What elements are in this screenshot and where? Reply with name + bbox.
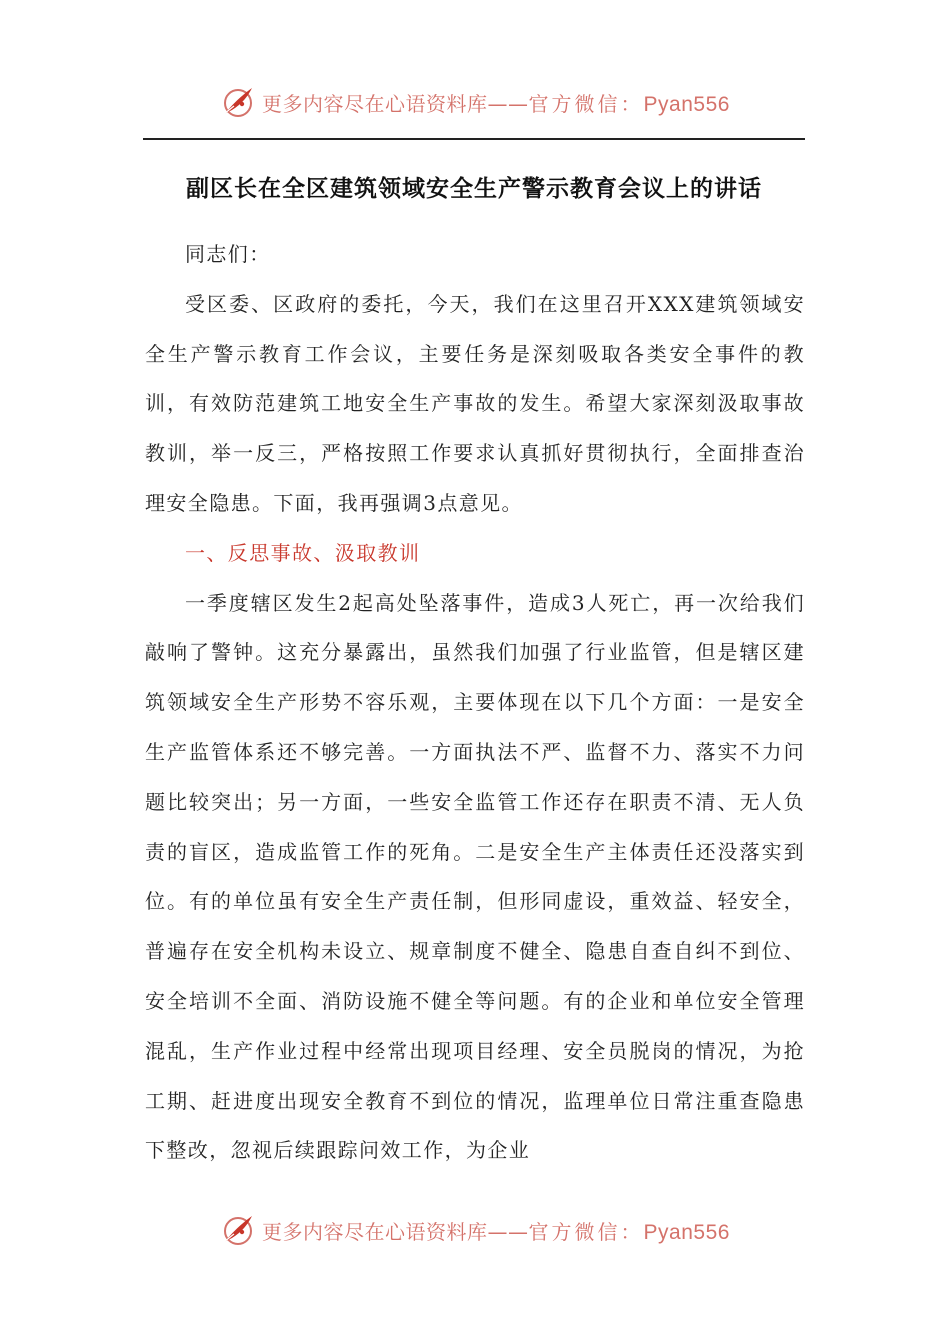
banner-site: 更多内容尽在心语资料库	[262, 1219, 488, 1244]
footer-banner	[0, 1210, 950, 1250]
document-body	[145, 230, 805, 1176]
quill-pen-logo-icon	[220, 1212, 256, 1248]
banner-separator: ——	[487, 1219, 529, 1244]
document-title: 副区长在全区建筑领域安全生产警示教育会议上的讲话	[186, 176, 762, 202]
banner-text	[262, 1216, 730, 1245]
banner-separator: ——	[487, 91, 529, 116]
quill-pen-logo-icon	[220, 84, 256, 120]
banner-wechat-id: Pyan556	[643, 92, 730, 116]
banner-wechat-label: 官方微信：	[528, 1219, 644, 1244]
header-banner	[0, 82, 950, 122]
intro-paragraph: 受区委、区政府的委托，今天，我们在这里召开XXX建筑领域安全生产警示教育工作会议，主要任务是深刻吸取各类安全事件的教训，有效防范建筑工地安全生产事故的发生。希望大家深刻汲取事故教训，举一反三，严格按照工作要求认真抓好贯彻执行，全面排查治理安全隐患。下面，我再强调3点意见。	[145, 291, 805, 515]
section-paragraph: 一季度辖区发生2起高处坠落事件，造成3人死亡，再一次给我们敲响了警钟。这充分暴露出，虽然我们加强了行业监管，但是辖区建筑领域安全生产形势不容乐观，主要体现在以下几个方面：一是安全生产监管体系还不够完善。一方面执法不严、监督不力、落实不力问题比较突出；另一方面，一些安全监管工作还存在职责不清、无人负责的盲区，造成监管工作的死角。二是安全生产主体责任还没落实到位。有的单位虽有安全生产责任制，但形同虚设，重效益、轻安全，普遍存在安全机构未设立、规章制度不健全、隐患自查自纠不到位、安全培训不全面、消防设施不健全等问题。有的企业和单位安全管理混乱，生产作业过程中经常出现项目经理、安全员脱岗的情况，为抢工期、赶进度出现安全教育不到位的情况，监理单位日常注重查隐患下整改，忽视后续跟踪问效工作，为企业	[145, 590, 805, 1163]
greeting: 同志们：	[185, 242, 271, 266]
banner-wechat-id: Pyan556	[643, 1220, 730, 1244]
section-heading: 一、反思事故、汲取教训	[185, 540, 421, 565]
header-rule	[143, 138, 805, 140]
banner-wechat-label: 官方微信：	[528, 91, 644, 116]
banner-text	[262, 88, 730, 117]
banner-site: 更多内容尽在心语资料库	[262, 91, 488, 116]
